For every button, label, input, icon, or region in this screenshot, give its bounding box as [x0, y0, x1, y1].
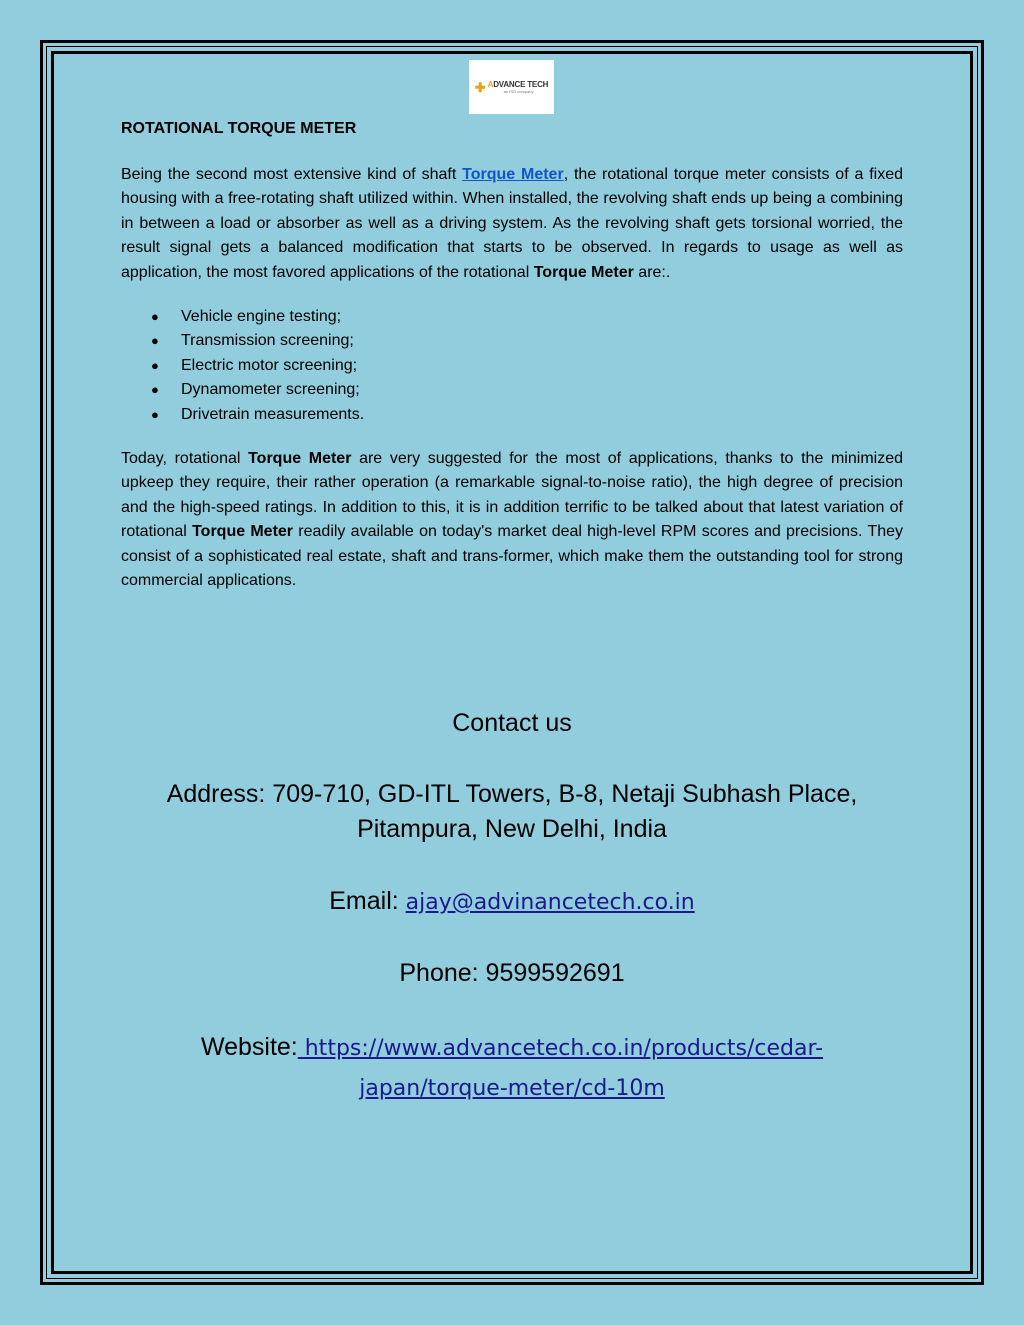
email-link[interactable]: ajay@advinancetech.co.in	[405, 890, 695, 915]
bullet-icon: ●	[151, 309, 159, 325]
torque-meter-link[interactable]: Torque Meter	[462, 166, 564, 183]
contact-phone: Phone: 9599592691	[399, 959, 625, 987]
contact-email	[60, 884, 964, 920]
list-item: ● Transmission screening;	[121, 329, 903, 353]
bullet-icon: ●	[151, 382, 159, 398]
applications-list	[121, 305, 903, 427]
article-paragraph-1: Being the second most extensive kind of shaft Torque Meter, the rotational torque meter consists of a fixed housing with a free-rotating shaft utilized within. When installed, the revolving shaft ends up being a combining in between a load or absorber as well as a driving system. As the revolving shaft gets torsional worried, the result signal gets a balanced modification that starts to be observed. In regards to usage as well as application, the most favored applications of the rotational Torque Meter are:.	[121, 166, 904, 281]
article	[121, 119, 903, 594]
logo-plus-icon: ✚	[474, 79, 486, 95]
logo-wordmark: ADVANCE TECH	[487, 79, 549, 89]
list-item: ● Dynamometer screening;	[121, 378, 903, 402]
article-paragraph-2: Today, rotational Torque Meter are very suggested for the most of applications, thanks to the minimized upkeep they require, their rather operation (a remarkable signal-to-noise ratio), the high degree of precision and the high-speed ratings. In addition to this, it is in addition terrific to be talked about that latest variation of rotational Torque Meter readily available on today's market deal high-level RPM scores and precisions. They consist of a sophisticated real estate, shaft and trans-former, which make them the outstanding tool for strong commercial applications.	[121, 450, 904, 590]
bullet-icon: ●	[151, 406, 159, 422]
website-link-continued[interactable]: japan/torque-meter/cd-10m	[359, 1076, 665, 1101]
list-item: ● Electric motor screening;	[121, 354, 903, 378]
bullet-icon: ●	[151, 357, 159, 373]
logo-subtext: an ISO company	[503, 88, 534, 94]
contact-website	[60, 1028, 964, 1108]
website-label: Website:	[200, 1033, 298, 1061]
list-item: ● Vehicle engine testing;	[121, 305, 903, 329]
list-item: ● Drivetrain measurements.	[121, 403, 903, 427]
contact-heading: Contact us	[452, 709, 572, 737]
bullet-icon: ●	[151, 333, 159, 349]
article-title: ROTATIONAL TORQUE METER	[121, 120, 357, 137]
contact-address: Address: 709-710, GD-ITL Towers, B-8, Netaji Subhash Place, Pitampura, New Delhi, India	[166, 780, 858, 843]
company-logo	[469, 60, 554, 114]
website-link[interactable]: https://www.advancetech.co.in/products/cedar-	[297, 1036, 824, 1061]
email-label: Email:	[329, 887, 406, 915]
